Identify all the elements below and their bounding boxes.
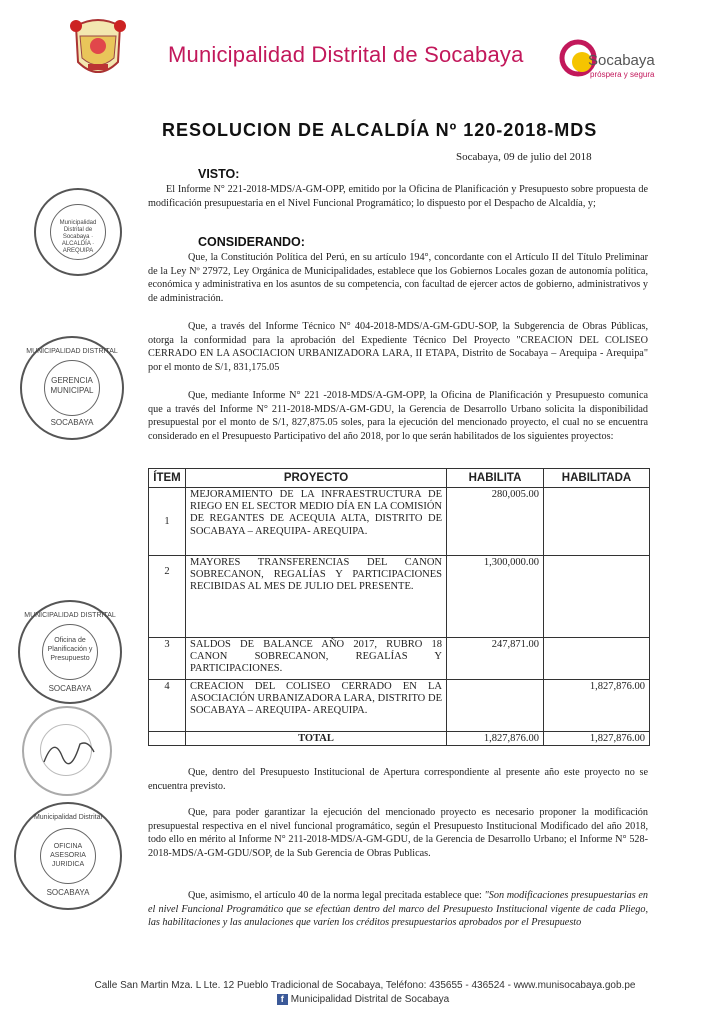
table-row — [149, 638, 650, 680]
cell-item: 2 — [149, 556, 186, 638]
col-header-habilitada: HABILITADA — [544, 469, 650, 488]
considerando-paragraph-4 — [148, 766, 648, 793]
signature-mark — [40, 732, 100, 772]
col-header-habilita: HABILITA — [447, 469, 544, 488]
visto-heading: VISTO: — [198, 167, 240, 181]
projects-table — [148, 468, 650, 746]
total-habilita: 1,827,876.00 — [447, 732, 544, 746]
brand-tagline: próspera y segura — [590, 70, 655, 79]
paragraph-text: Que, dentro del Presupuesto Institucional de Apertura correspondiente al presente año este proyecto no se encuentra previsto. — [148, 767, 648, 792]
cell-habilita — [447, 680, 544, 732]
stamp-text: Municipalidad Distrital de Socabaya · ALCALDÍA · AREQUIPA — [59, 220, 97, 254]
stamp-top-text: MUNICIPALIDAD DISTRITAL — [24, 612, 116, 619]
faded-seal-stamp — [22, 706, 112, 796]
cell-habilitada: 1,827,876.00 — [544, 680, 650, 732]
stamp-top-text: MUNICIPALIDAD DISTRITAL — [26, 348, 118, 355]
municipality-header-title: Municipalidad Distrital de Socabaya — [168, 42, 524, 67]
cell-proyecto: SALDOS DE BALANCE AÑO 2017, RUBRO 18 CANON SOBRECANON, REGALÍAS Y PARTICIPACIONES. — [186, 638, 447, 680]
stamp-center-text: GERENCIA MUNICIPAL — [50, 376, 94, 395]
cell-item: 4 — [149, 680, 186, 732]
cell-proyecto: MAYORES TRANSFERENCIAS DEL CANON SOBRECANON, REGALÍAS Y PARTICIPACIONES RECIBIDAS AL MES DE JULIO DEL PRESENTE. — [186, 556, 447, 638]
table-row — [149, 556, 650, 638]
table-row — [149, 488, 650, 556]
resolution-title: RESOLUCION DE ALCALDÍA Nº 120-2018-MDS — [162, 120, 598, 140]
facebook-icon: f — [277, 994, 288, 1005]
planificacion-stamp — [18, 600, 122, 704]
socabaya-brand-logo — [558, 38, 678, 84]
visto-paragraph — [148, 183, 648, 210]
stamp-top-text: Municipalidad Distrital — [33, 814, 103, 821]
stamp-bottom-text: SOCABAYA — [46, 888, 90, 897]
brand-name: Socabaya — [588, 52, 655, 69]
paragraph-6-body — [148, 889, 648, 930]
cell-proyecto: CREACION DEL COLISEO CERRADO EN LA ASOCIACIÓN URBANIZADORA LARA, DISTRITO DE SOCABAYA – AREQUIPA- AREQUIPA. — [186, 680, 447, 732]
cell-habilitada — [544, 488, 650, 556]
considerando-heading: CONSIDERANDO: — [198, 235, 305, 249]
considerando-paragraph-3 — [148, 389, 648, 443]
stamp-bottom-text: SOCABAYA — [48, 684, 92, 693]
cell-habilitada — [544, 556, 650, 638]
footer-facebook — [0, 994, 726, 1005]
cell-habilitada — [544, 638, 650, 680]
considerando-paragraph-6 — [148, 889, 648, 930]
asesoria-juridica-stamp — [14, 802, 122, 910]
footer-address: Calle San Martin Mza. L Lte. 12 Pueblo Tradicional de Socabaya, Teléfono: 435655 - 436524 - www.munisocabaya.gob.pe — [94, 980, 636, 991]
cell-item: 1 — [149, 488, 186, 556]
cell-empty — [149, 732, 186, 746]
considerando-paragraph-1 — [148, 251, 648, 305]
considerando-paragraph-2 — [148, 320, 648, 374]
col-header-proyecto: PROYECTO — [186, 469, 447, 488]
table-total-row — [149, 732, 650, 746]
paragraph-6-quote: "Son modificaciones presupuestarias en el nivel Funcional Programático que se efectúan dentro del marco del Presupuesto Institucional vigente de cada Pliego, las habilitaciones y las anulaciones que varíen los créditos presupuestarios aprobados por el Presupuesto — [148, 890, 648, 929]
cell-habilita: 247,871.00 — [447, 638, 544, 680]
cell-habilita: 1,300,000.00 — [447, 556, 544, 638]
visto-text: El Informe N° 221-2018-MDS/A-GM-OPP, emitido por la Oficina de Planificación y Presupuesto sobre propuesta de modificación presupuestaria en el Nivel Funcional Programático; lo dispuesto por el Despacho de Alcaldía, y; — [148, 184, 648, 209]
col-header-item: ÍTEM — [149, 469, 186, 488]
cell-habilita: 280,005.00 — [447, 488, 544, 556]
stamp-center-text: OFICINA ASESORIA JURIDICA — [50, 843, 86, 868]
total-label: TOTAL — [186, 732, 447, 746]
stamp-bottom-text: SOCABAYA — [50, 418, 94, 427]
table-header-row — [149, 469, 650, 488]
considerando-paragraph-5 — [148, 806, 648, 860]
paragraph-6-start: Que, asimismo, el artículo 40 de la norma legal precitada establece que: — [188, 890, 485, 901]
cell-proyecto: MEJORAMIENTO DE LA INFRAESTRUCTURA DE RIEGO EN EL SECTOR MEDIO DÍA EN LA COMISIÓN DE REGANTES DE ACEQUIA ALTA, DISTRITO DE SOCABAYA – AREQUIPA- AREQUIPA. — [186, 488, 447, 556]
paragraph-text: Que, la Constitución Política del Perú, en su artículo 194°, concordante con el Artículo II del Título Preliminar de la Ley Nº 27972, Ley Orgánica de Municipalidades, establece que los Gobiernos Locales gozan de autonomía política, económica y administrativa en los asuntos de su competencia, con facultad de ejercer actos de gobierno, administrativos y de administración. — [148, 252, 648, 304]
alcaldia-seal-stamp — [34, 188, 122, 276]
paragraph-text: Que, mediante Informe N° 221 -2018-MDS/A-GM-OPP, la Oficina de Planificación y Presupuesto comunica que a través del Informe N° 211-2018-MDS/A-GM-GDU, la Gerencia de Desarrollo Urbano solicita la disponibilidad presupuestal por el monto de S/1, 827,875.05 soles, para la ejecución del mencionado proyecto, el cual no se encuentra considerado en el Presupuesto Participativo del año 2018, por lo que serán habilitados de los siguientes proyectos: — [148, 390, 648, 442]
total-habilitada: 1,827,876.00 — [544, 732, 650, 746]
stamp-center-text: Oficina de Planificación y Presupuesto — [47, 637, 93, 662]
gerencia-municipal-stamp — [20, 336, 124, 440]
paragraph-text: Que, para poder garantizar la ejecución del mencionado proyecto es necesario proponer la modificación presupuestal respectiva en el nivel funcional programático, según el Presupuesto Institucional Modificado del año 2018, todo ello en mérito al Informe N° 211-2018-MDS/A-GM-GDU, de la Gerencia de Desarrollo Urbano; el Informe N° 528-2018-MDS/A-GM-GDU/SOP, de la Sub Gerencia de Obras Publicas. — [148, 807, 648, 859]
table-row — [149, 680, 650, 732]
municipal-crest-logo — [62, 12, 134, 84]
facebook-page-name: Municipalidad Distrital de Socabaya — [290, 994, 450, 1006]
resolution-date: Socabaya, 09 de julio del 2018 — [456, 151, 592, 163]
paragraph-text: Que, a través del Informe Técnico N° 404-2018-MDS/A-GM-GDU-SOP, la Subgerencia de Obras Públicas, otorga la conformidad para la aprobación del Expediente Técnico Del Proyecto "CREACION DEL COLISEO CERRADO EN LA ASOCIACION URBANIZADORA LARA, II ETAPA, Distrito de Socabaya – Arequipa - Arequipa" por el monto de S/1, 831,175.05 — [148, 321, 648, 373]
cell-item: 3 — [149, 638, 186, 680]
